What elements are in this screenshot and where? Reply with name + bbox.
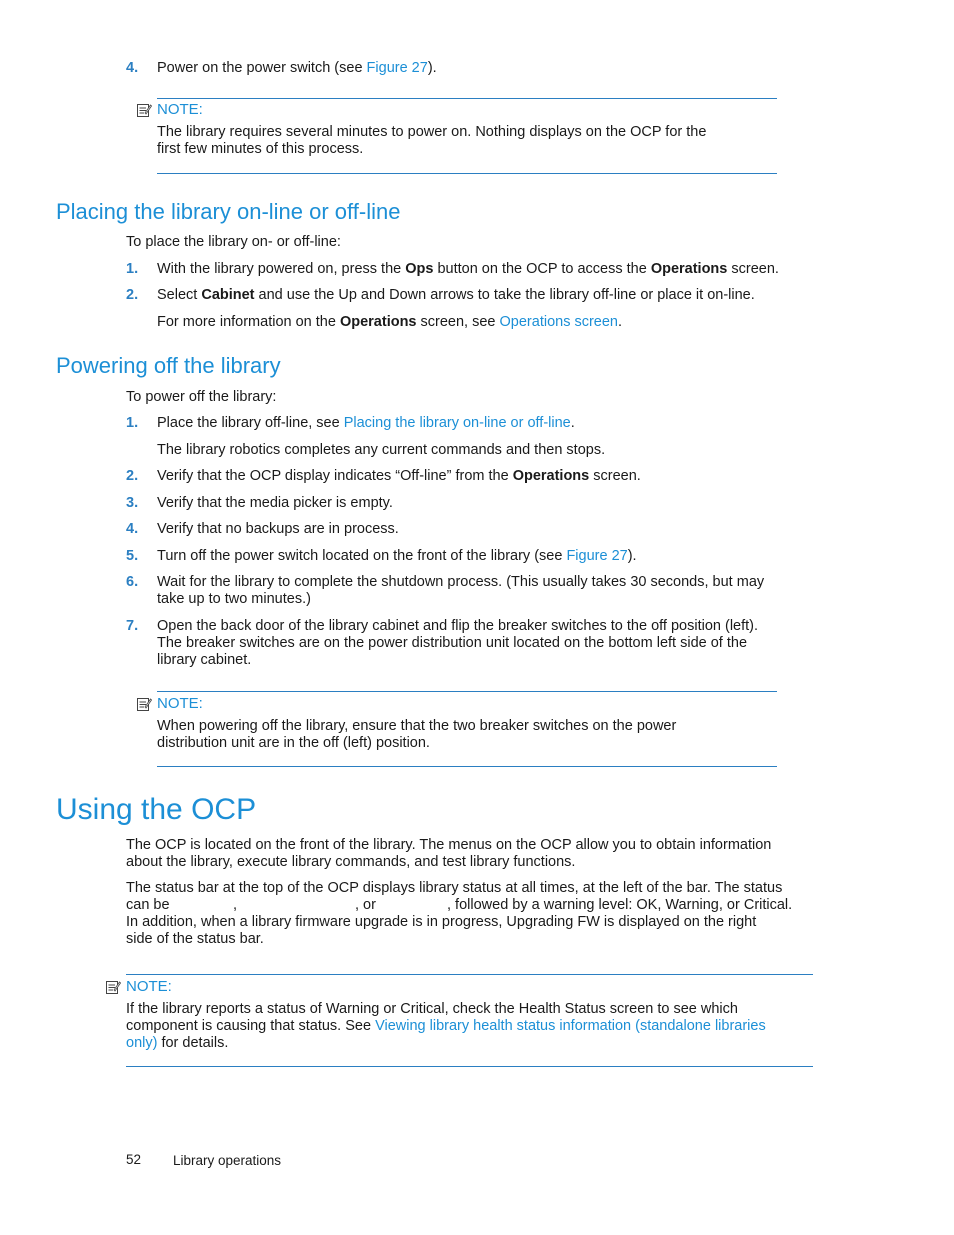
step-number: 5.: [126, 548, 139, 564]
step-number: 3.: [126, 495, 139, 511]
step-text: For more information on the Operations screen, see Operations screen.: [157, 314, 623, 330]
health-status-link-continued[interactable]: only): [126, 1035, 158, 1051]
step-number: 4.: [126, 521, 139, 537]
step-text: Power on the power switch (see Figure 27).: [157, 60, 437, 76]
note-icon: [105, 979, 121, 995]
step-text: Place the library off-line, see Placing the library on-line or off-line.: [157, 415, 575, 431]
page-number: 52: [126, 1152, 142, 1167]
step-text: Verify that no backups are in process.: [157, 521, 399, 537]
footer-section: Library operations: [173, 1153, 282, 1168]
figure-link[interactable]: Figure 27: [566, 548, 628, 564]
note-icon: [136, 102, 152, 118]
operations-screen-link[interactable]: Operations screen: [499, 314, 618, 330]
health-status-link[interactable]: Viewing library health status information (standalone libraries: [375, 1018, 766, 1034]
paragraph: The OCP is located on the front of the library. The menus on the OCP allow you to obtain information about the library, execute library commands, and test library functions.: [126, 837, 772, 870]
note-bottom-rule: [157, 766, 777, 767]
section-intro: To place the library on- or off-line:: [126, 234, 341, 250]
note-bottom-rule: [157, 173, 777, 174]
note-top-rule: [157, 98, 777, 99]
step-number: 4.: [126, 60, 139, 76]
note-body: If the library reports a status of Warning or Critical, check the Health Status screen to see which component is causing that status. See Viewing library health status information (standalone libraries only) for details.: [126, 1001, 766, 1051]
chapter-heading: Using the OCP: [56, 793, 257, 826]
step-text: Select Cabinet and use the Up and Down arrows to take the library off-line or place it on-line.: [157, 287, 755, 303]
note-body: When powering off the library, ensure that the two breaker switches on the power distribution unit are in the off (left) position.: [157, 718, 677, 751]
note-bottom-rule: [126, 1066, 813, 1067]
note-header: [105, 978, 172, 995]
step-text: Verify that the media picker is empty.: [157, 495, 393, 511]
step-number: 6.: [126, 574, 139, 590]
note-header: [136, 101, 203, 118]
step-text: Turn off the power switch located on the front of the library (see Figure 27).: [157, 548, 637, 564]
note-label: NOTE:: [157, 695, 203, 712]
step-text: Verify that the OCP display indicates “Off-line” from the Operations screen.: [157, 468, 641, 484]
step-text: With the library powered on, press the Ops button on the OCP to access the Operations screen.: [157, 261, 779, 277]
section-intro: To power off the library:: [126, 389, 277, 405]
note-icon: [136, 696, 152, 712]
note-header: [136, 695, 203, 712]
step-number: 2.: [126, 287, 139, 303]
step-number: 2.: [126, 468, 139, 484]
paragraph: The status bar at the top of the OCP displays library status at all times, at the left of the bar. The status can be , , or , followed by a warning level: OK, Warning, or Critical. In addition, when a library firmware upgrade is in progress, Upgrading FW is displayed on the right side of the status bar.: [126, 880, 793, 947]
note-top-rule: [157, 691, 777, 692]
note-top-rule: [126, 974, 813, 975]
section-heading-online: Placing the library on-line or off-line: [56, 199, 401, 224]
step-text: Open the back door of the library cabinet and flip the breaker switches to the off position (left). The breaker switches are on the power distribution unit located on the bottom left side of the library cabinet.: [157, 618, 759, 668]
step-number: 1.: [126, 415, 139, 431]
placing-online-link[interactable]: Placing the library on-line or off-line: [343, 415, 571, 431]
step-number: 1.: [126, 261, 139, 277]
figure-link[interactable]: Figure 27: [366, 60, 428, 76]
step-number: 7.: [126, 618, 139, 634]
step-text: Wait for the library to complete the shutdown process. (This usually takes 30 seconds, but may take up to two minutes.): [157, 574, 765, 607]
step-subtext: The library robotics completes any current commands and then stops.: [157, 442, 606, 458]
note-body: The library requires several minutes to power on. Nothing displays on the OCP for the first few minutes of this process.: [157, 124, 707, 157]
note-label: NOTE:: [126, 978, 172, 995]
section-heading-poweroff: Powering off the library: [56, 353, 281, 378]
note-label: NOTE:: [157, 101, 203, 118]
